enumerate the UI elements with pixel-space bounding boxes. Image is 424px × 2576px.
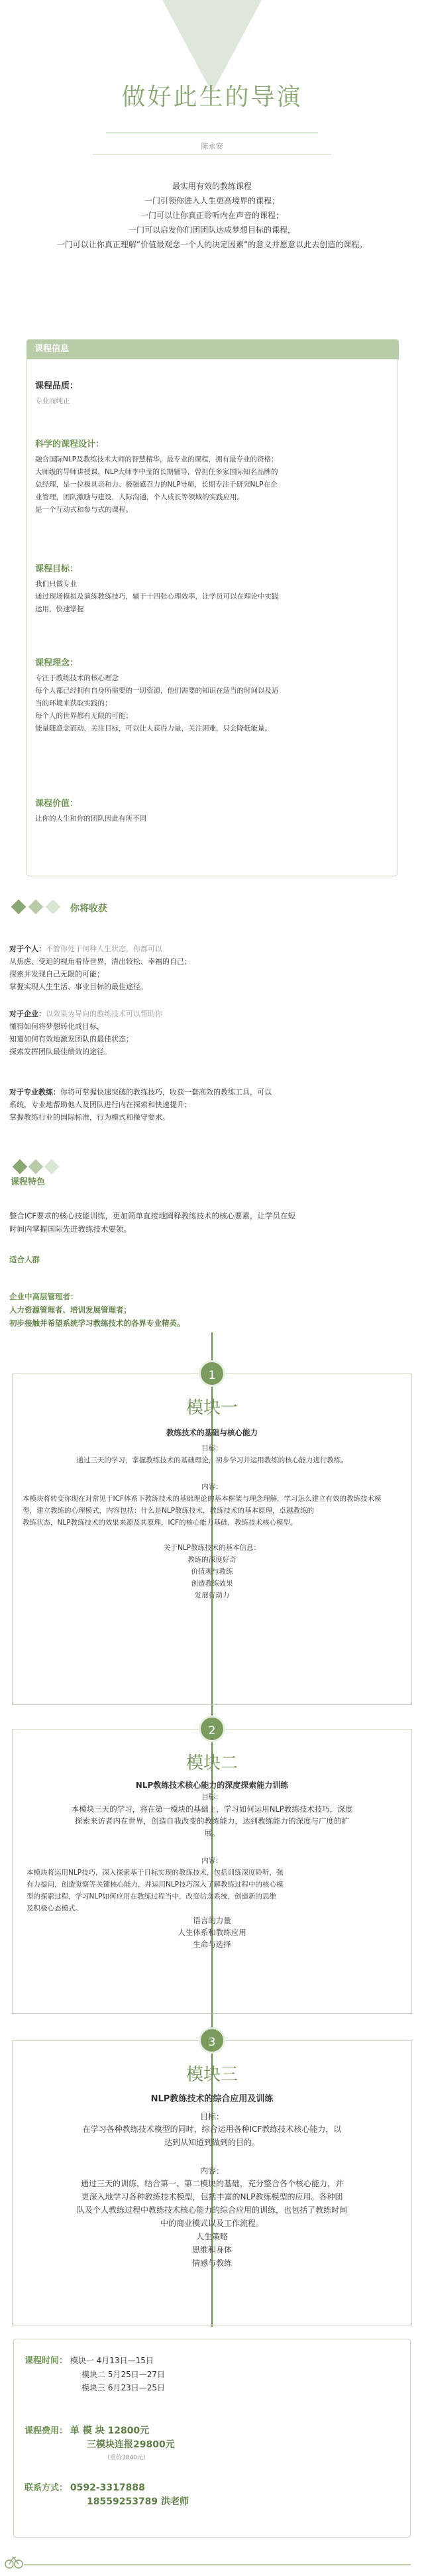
diamond-icon: [44, 1159, 60, 1175]
gain-company-line: 知道如何有效地激发团队的最佳状态；: [9, 1035, 133, 1043]
module-content-line: 教练状态，NLP教练技术的效果来源及其原理，ICF的核心能力基础，教练技术核心模型。: [23, 1519, 297, 1527]
gain-pro-label: 对于专业教练：: [9, 1088, 60, 1096]
module-goal-label: 目标：: [201, 1444, 223, 1452]
module-name: 模块一: [186, 1398, 238, 1418]
gain-company-line: 探索发挥团队最佳绩效的途径。: [9, 1047, 111, 1056]
module-subtitle: NLP教练技术的综合应用及训练: [150, 2094, 274, 2104]
course-info-header: [26, 339, 399, 359]
schedule-time: [25, 2354, 165, 2394]
features-text: [9, 1209, 407, 1236]
module-goal-label: 目标：: [199, 2112, 224, 2121]
time-label: 课程时间：: [25, 2356, 68, 2366]
course-idea-line: 每个人都已经拥有自身所需要的一切资源，他们需要的知识在适当的时间以及适: [35, 687, 279, 695]
bicycle-icon: [4, 2551, 24, 2571]
course-idea-label: 课程理念：: [35, 658, 79, 668]
module-content-label: 内容：: [201, 1857, 223, 1865]
diamond-icon: [28, 1159, 44, 1175]
module-content-label: 内容：: [201, 1483, 223, 1491]
module-core-item: 人生策略: [195, 2232, 228, 2241]
gain-personal-line: 从焦虑、受迫的视角看待世界，清出较松、幸福的自己；: [9, 957, 191, 966]
course-idea-line: 专注于教练技术的核心理念: [35, 674, 119, 682]
header: [0, 0, 424, 152]
fee-note: （重价3840元）: [104, 2455, 149, 2461]
course-quality: [27, 380, 397, 408]
course-science-line: 是一个互动式和参与式的课程。: [35, 506, 132, 514]
course-idea-line: 能量随意念而动，关注目标，可以让人获得力量，关注困难，只会降低能量。: [35, 725, 272, 732]
course-goal: [27, 563, 397, 616]
module-name: 模块三: [186, 2065, 238, 2085]
footer-divider: [24, 2564, 411, 2565]
module-core-item: 教练的深度好奇: [187, 1556, 237, 1564]
contact-phone: 18559253789 洪老师: [87, 2496, 189, 2507]
course-info-box: [26, 339, 398, 876]
diamond-icon: [28, 900, 44, 915]
author-name: 陈永安: [201, 142, 223, 150]
module-goal-line: 在学习各种教练技术模型的同时，综合运用各种ICF教练技术核心能力，以: [82, 2125, 342, 2134]
course-science-label: 科学的课程设计：: [35, 439, 105, 449]
course-value: [27, 797, 397, 825]
time-item: 模块三 6月23日—25日: [81, 2383, 165, 2392]
page-title: 做好此生的导演: [121, 84, 303, 111]
gain-personal-line: 掌握实现人生生活、事业目标的最佳途径。: [9, 982, 148, 991]
module-content-label: 内容：: [199, 2166, 224, 2176]
module-subtitle: NLP教练技术核心能力的深度探索能力训练: [135, 1781, 289, 1790]
contact-phone: 0592-3317888: [70, 2483, 145, 2493]
gain-pro-line: 掌握教练行业的国际标准，行为模式和操守要求。: [9, 1113, 170, 1122]
module-content-line: 本模块将转变你现在对常见于ICF体系下教练技术的基础理论的基本框架与理念理解，学习怎么建立有效的教练技术模: [23, 1495, 382, 1503]
diamond-icon: [11, 900, 26, 915]
gain-company-label: 对于企业：: [9, 1010, 46, 1018]
course-goal-label: 课程目标：: [35, 564, 79, 574]
course-goal-line: 运用，快速掌握: [35, 605, 84, 613]
module-core-item: 语言的力量: [193, 1916, 231, 1925]
module-content: [0, 1396, 424, 1602]
course-science-line: 融合国际NLP及教练技术大师的智慧精华，最专业的课程，拥有最专业的资格；: [35, 455, 278, 463]
module-content: [0, 2063, 424, 2270]
gain-company: [9, 1008, 407, 1058]
audience-label: 适合人群: [9, 1255, 40, 1264]
course-value-text: 让你的人生和你的团队因此有所不同: [35, 815, 146, 823]
audience-line: 人力资源管理者、培训发展管理者；: [9, 1305, 131, 1315]
module-content-line: 更深入地学习各种教练技术模型，包括丰富的NLP教练模型的应用。各种团: [81, 2192, 343, 2201]
gain-company-head: 以效果为导向的教练技术可以帮助你: [46, 1010, 162, 1018]
diamond-icon: [13, 1159, 28, 1175]
gain-title: 你将收获: [70, 904, 107, 914]
audience-head: 企业中高层管理者：: [9, 1292, 78, 1301]
fee-single: 单 模 块 12800元: [70, 2426, 150, 2436]
time-item: 模块二 5月25日—27日: [81, 2370, 165, 2379]
gain-personal-head: 不管你处于何种人生状态，你都可以: [46, 945, 162, 953]
module-goal-label: 目标：: [201, 1793, 223, 1801]
course-idea-line: 当的环境来获取实践的；: [35, 699, 112, 707]
module-core-label: 关于NLP教练技术的基本信息：: [163, 1544, 261, 1552]
module-content-line: 队及个人教练过程中教练技术核心能力的综合应用的训练，也包括了教练时间: [76, 2205, 347, 2215]
module-content-line: 有力提问，创造觉察等关键核心能力，并运用NLP技巧深入了解教练过程中的核心模: [26, 1881, 284, 1889]
module-core-item: 思维和身体: [191, 2245, 232, 2254]
module-content-line: 中的商业模式以及工作流程。: [160, 2219, 264, 2228]
module-core-item: 创造教练效果: [191, 1580, 233, 1588]
gain-personal: [9, 943, 407, 993]
schedule-contact: [25, 2481, 189, 2508]
intro-line: 一门可以让你真正理解“价值最观念一个人的决定因素”的意义并愿意以此去创造的课程。: [56, 240, 368, 249]
course-info-title: 课程信息: [34, 344, 70, 354]
module-subtitle: 教练技术的基础与核心能力: [166, 1428, 258, 1437]
module-name: 模块二: [186, 1753, 238, 1773]
gain-pro-line: 你将可掌握快速突破的教练技巧，收获一套高效的教练工具，可以: [60, 1088, 272, 1096]
module-core-item: 发展行动力: [194, 1592, 230, 1600]
intro-line: 一门可以启发你们团团队达成梦想目标的课程，: [128, 225, 295, 235]
audience-list: [9, 1290, 407, 1330]
intro-line: 最实用有效的教练课程: [172, 182, 252, 191]
course-goal-line: 我们只做专业: [35, 580, 77, 588]
module-content-line: 本模块将运用NLP技巧，深入探索基于目标实现的教练技术，包括训练深度聆听，强: [26, 1869, 284, 1877]
module-core-item: 生命与选择: [193, 1940, 231, 1949]
fee-label: 课程费用：: [25, 2426, 68, 2436]
gain-company-line: 懂得如何将梦想转化成目标，: [9, 1022, 104, 1031]
course-goal-line: 通过现场模拟及演练教练技巧，辅于十四张心理效率，让学员可以在理论中实践: [35, 593, 279, 601]
module-content-line: 通过三天的训练，结合第一、第二模块的基础，充分整合各个核心能力，并: [80, 2179, 343, 2188]
module-content: [0, 1751, 424, 1950]
course-value-label: 课程价值：: [35, 799, 79, 809]
course-idea-line: 每个人的世界都有无限的可能；: [35, 712, 132, 720]
course-quality-value: 专业而纯正: [35, 397, 70, 405]
audience: [9, 1253, 407, 1266]
module-goal-line: 本模块三天的学习，将在第一模块的基础上，学习如何运用NLP教练技术技巧，深度: [71, 1804, 353, 1814]
features-line: 整合ICF要求的核心技能训练，更加简单直接地阐释教练技术的核心要素，让学员在短: [9, 1211, 296, 1220]
time-item: 模块一 4月13日—15日: [70, 2356, 154, 2365]
gain-pro-line: 系统，专业地帮助他人及团队进行内在探索和快速提升；: [9, 1100, 191, 1109]
intro-line: 一门可以让你真正聆听内在声音的课程；: [140, 211, 284, 220]
module-goal-line: 达到从知道到做到的目的。: [164, 2138, 260, 2147]
course-quality-label: 课程品质：: [35, 381, 79, 391]
fee-triple: 三模块连报29800元: [87, 2439, 175, 2450]
module-core-item: 情感与教练: [191, 2258, 232, 2268]
gain-personal-line: 探索并发现自己无限的可能；: [9, 970, 104, 978]
module-core-item: 价值观与教练: [191, 1568, 233, 1576]
gain-professional: [9, 1086, 407, 1124]
course-idea: [27, 657, 397, 735]
gain-personal-label: 对于个人：: [9, 945, 46, 953]
course-schedule-box: [13, 2339, 411, 2538]
module-content-line: 型的探索过程，学习NLP如何应用在教练过程当中，改变信念系统，创造新的思维: [26, 1893, 277, 1901]
audience-line: 初步接触并希望系统学习教练技术的各界专业精英。: [9, 1318, 185, 1328]
diamond-icon: [46, 900, 61, 915]
module-content-line: 型，建立教练的心理模式，内容包括：什么是NLP教练技术，教练技术的基本原理，卓越教练的: [23, 1507, 315, 1515]
module-content-line: 及积极心态模式。: [26, 1904, 82, 1912]
module-number-badge: 3: [199, 2027, 225, 2054]
features-line: 时间内掌握国际先进教练技术要领。: [9, 1224, 131, 1234]
schedule-fee: [25, 2424, 175, 2465]
course-science-line: 业管理，团队激励与建设，人际沟通，个人成长等领域的实践应用。: [35, 493, 244, 501]
contact-label: 联系方式：: [25, 2483, 68, 2493]
course-science-line: 大师级的导师讲授课，NLP大师李中莹的长期辅导，曾担任多家国际知名品牌的: [35, 468, 278, 476]
course-science: [27, 438, 397, 516]
features-title: 课程特色: [11, 1177, 46, 1187]
module-goal-line: 探索来访者内在世界，创造自我改变的教练能力，达到教练能力的深度与广度的扩: [75, 1816, 349, 1826]
module-number-badge: 2: [199, 1716, 225, 1742]
module-goal-line: 通过三天的学习，掌握教练技术的基础理论，初步学习并运用教练的核心能力进行教练。: [76, 1456, 348, 1464]
module-core-item: 人生体系和教练应用: [178, 1928, 246, 1937]
course-science-line: 总经理，是一位极具亲和力、极强感召力的NLP导师，长期专注于研究NLP在企: [35, 481, 278, 489]
intro-text: [0, 179, 424, 252]
module-number-badge: 1: [199, 1360, 225, 1387]
intro-line: 一门引领你进入人生更高境界的课程；: [144, 196, 280, 205]
module-goal-line: 展。: [204, 1828, 220, 1838]
